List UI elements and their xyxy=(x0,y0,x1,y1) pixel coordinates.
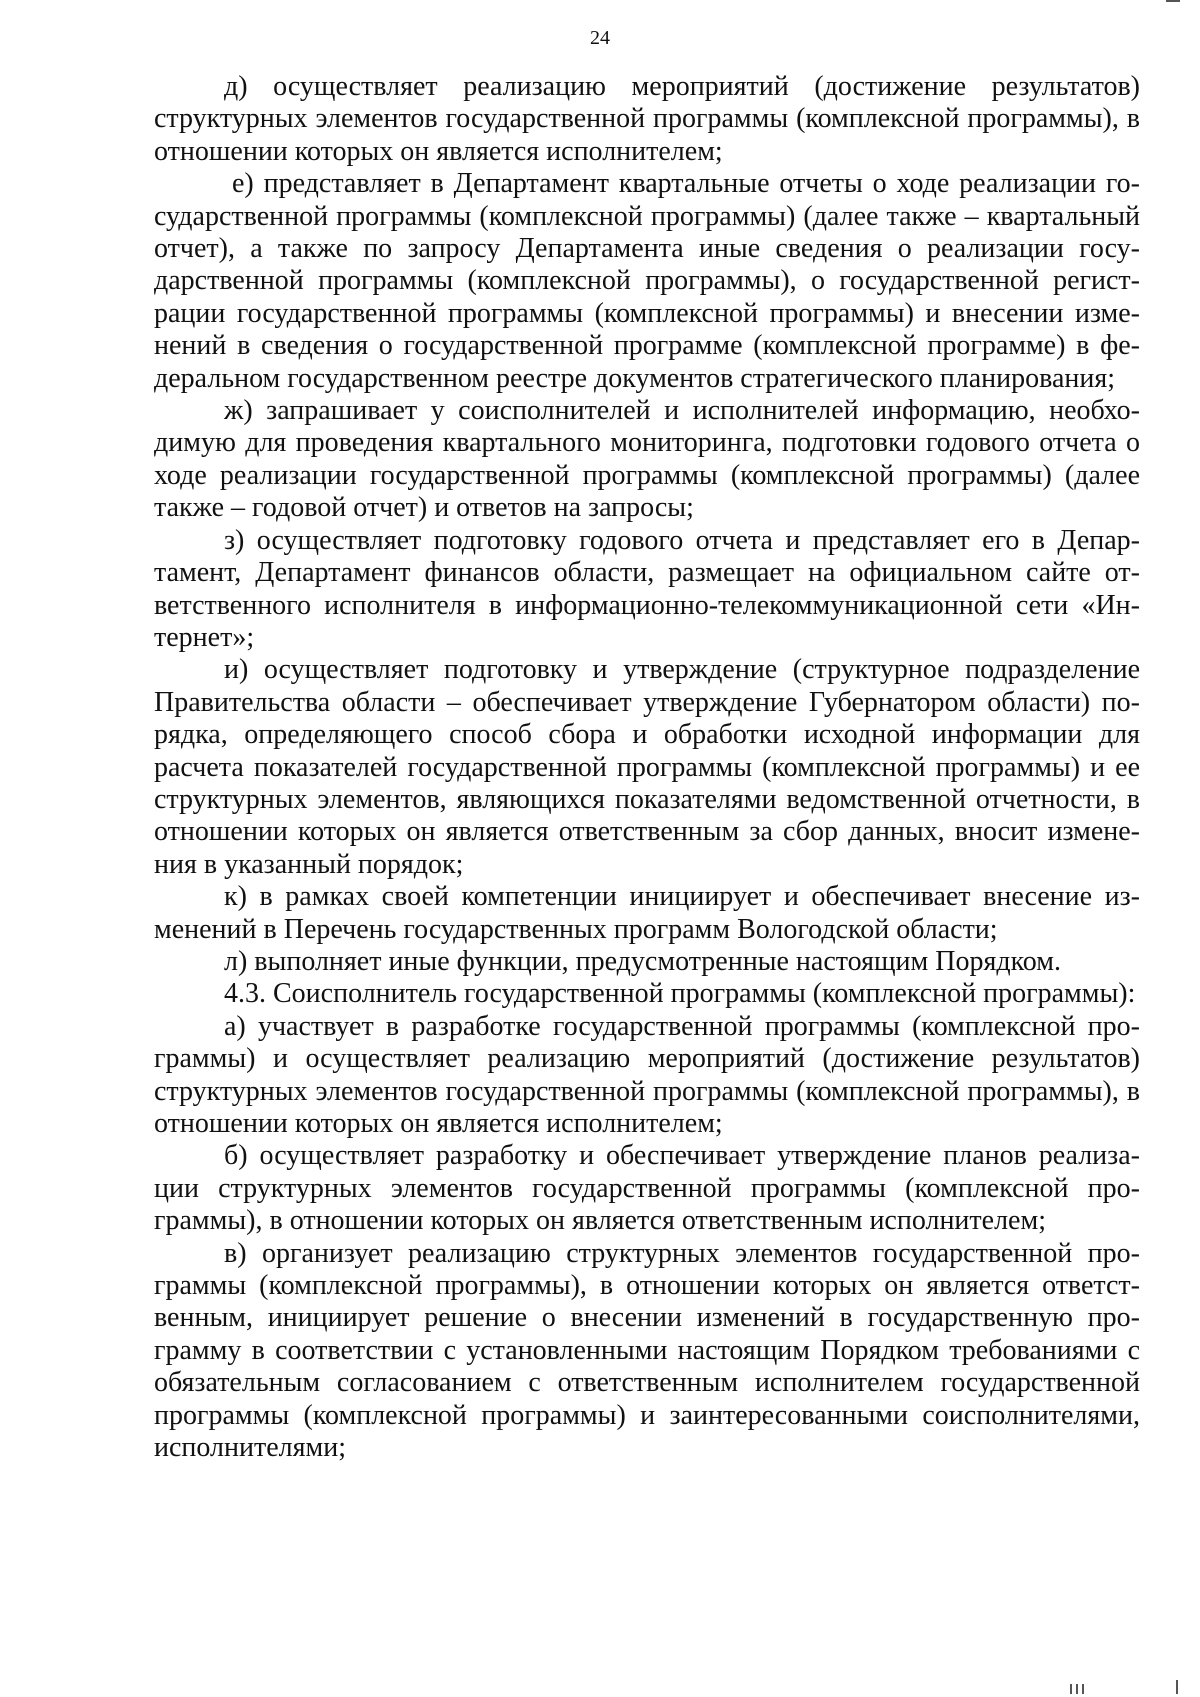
scan-artifact-bottom-right xyxy=(1176,1680,1178,1694)
scan-artifact-bottom-1 xyxy=(1070,1684,1072,1694)
scan-artifact-bottom-3 xyxy=(1082,1684,1084,1694)
paragraph-d: д) осуществляет реализацию мероприятий (достижение результатов) структурных элементов государственной программы (комплексной программы), в отношении которых он является исполнителем; xyxy=(154,71,1140,167)
paragraph-zh: ж) запрашивает у соисполнителей и исполнителей информацию, необходимую для проведения квартального мониторинга, подготовки годового отчета о ходе реализации государственной программы (комплексной программы) (далее также – годовой отчет) и ответов на запросы; xyxy=(154,395,1140,524)
paragraph-v: в) организует реализацию структурных элементов государственной программы (комплексной программы), в отношении которых он является ответственным, инициирует решение о внесении изменений в государственную программу в соответствии с установленными настоящим Порядком требованиями с обязательным согласованием с ответственным исполнителем государственной программы (комплексной программы) и заинтересованными соисполнителями, исполнителями; xyxy=(154,1237,1140,1464)
document-body xyxy=(154,71,1140,1464)
scan-artifact-bottom-2 xyxy=(1076,1684,1078,1694)
paragraph-k: к) в рамках своей компетенции инициирует и обеспечивает внесение изменений в Перечень государственных программ Вологодской области; xyxy=(154,881,1140,945)
section-4-3-heading: 4.3. Соисполнитель государственной программы (комплексной программы): xyxy=(224,978,1136,1010)
scan-artifact-top-right xyxy=(1166,0,1180,2)
paragraph-a: а) участвует в разработке государственной программы (комплексной программы) и осуществляет реализацию мероприятий (достижение результатов) структурных элементов государственной программы (комплексной программы), в отношении которых он является исполнителем; xyxy=(154,1010,1140,1139)
page-number: 24 xyxy=(590,27,610,49)
paragraph-i: и) осуществляет подготовку и утверждение (структурное подразделение Правительства области – обеспечивает утверждение Губернатором области) порядка, определяющего способ сбора и обработки исходной информации для расчета показателей государственной программы (комплексной программы) и ее структурных элементов, являющихся показателями ведомственной отчетности, в отношении которых он является ответственным за сбор данных, вносит изменения в указанный порядок; xyxy=(154,654,1140,880)
paragraph-z: з) осуществляет подготовку годового отчета и представляет его в Департамент, Департамент финансов области, размещает на официальном сайте ответственного исполнителя в информационно-телекоммуникационной сети «Интернет»; xyxy=(154,524,1140,653)
paragraph-b: б) осуществляет разработку и обеспечивает утверждение планов реализации структурных элементов государственной программы (комплексной программы), в отношении которых он является ответственным исполнителем; xyxy=(154,1140,1140,1237)
paragraph-l: л) выполняет иные функции, предусмотренные настоящим Порядком. xyxy=(224,945,1061,977)
paragraph-e: е) представляет в Департамент квартальные отчеты о ходе реализации государственной программы (комплексной программы) (далее также – квартальный отчет), а также по запросу Департамента иные сведения о реализации государственной программы (комплексной программы), о государственной регистрации государственной программы (комплексной программы) и внесении изменений в сведения о государственной программе (комплексной программе) в федеральном государственном реестре документов стратегического планирования; xyxy=(154,168,1140,394)
